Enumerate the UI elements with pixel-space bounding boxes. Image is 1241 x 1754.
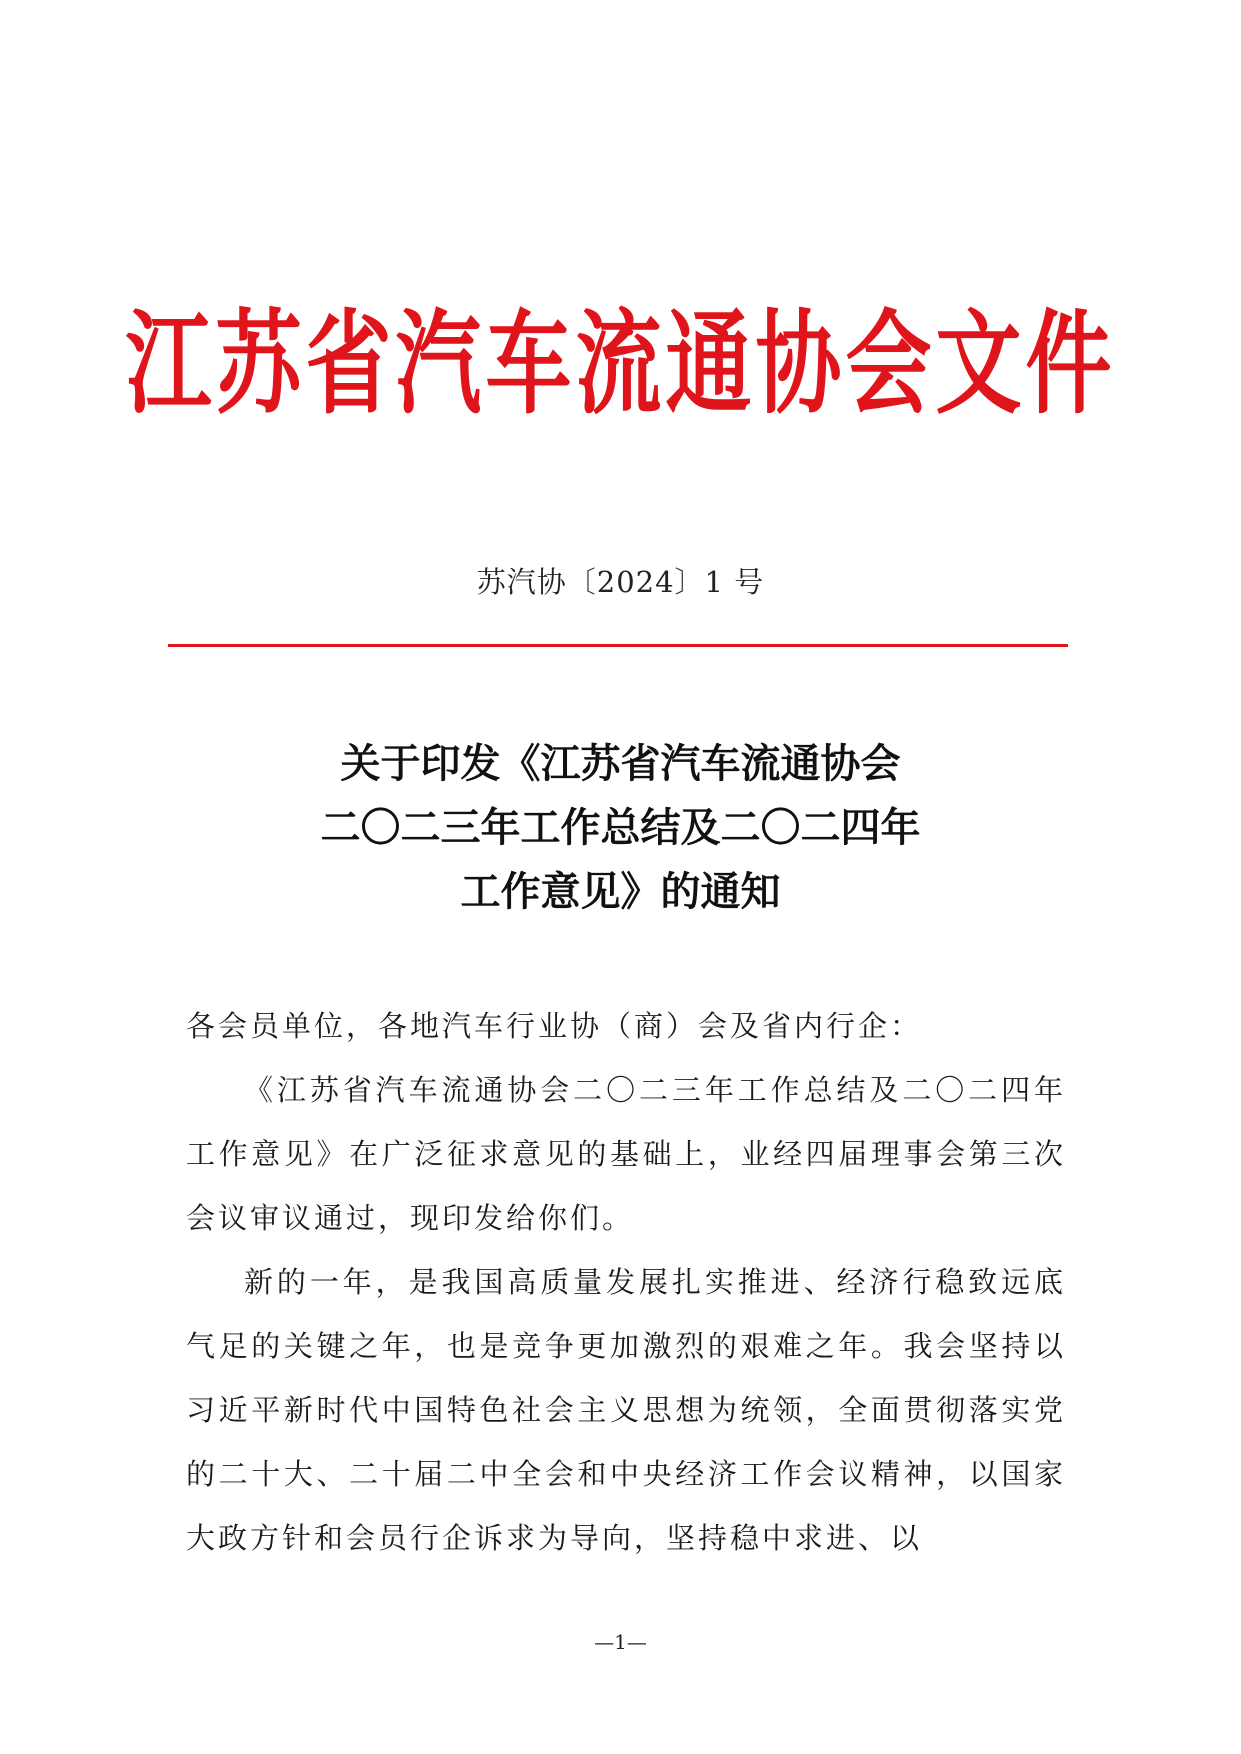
title-line: 关于印发《江苏省汽车流通协会 <box>340 741 901 787</box>
body-paragraph: 《江苏省汽车流通协会二〇二三年工作总结及二〇二四年工作意见》在广泛征求意见的基础上，业经四届理事会第三次会议审议通过，现印发给你们。 <box>186 1073 1066 1235</box>
red-divider-line <box>168 644 1068 647</box>
title-line: 工作意见》的通知 <box>460 869 781 915</box>
body-paragraph: 新的一年，是我国高质量发展扎实推进、经济行稳致远底气足的关键之年，也是竞争更加激烈的艰难之年。我会坚持以习近平新时代中国特色社会主义思想为统领，全面贯彻落实党的二十大、二十届二中全会和中央经济工作会议精神，以国家大政方针和会员行企诉求为导向，坚持稳中求进、以 <box>186 1265 1066 1555</box>
title-line: 二〇二三年工作总结及二〇二四年 <box>320 805 921 851</box>
document-number: 苏汽协〔2024〕1 号 <box>476 565 765 599</box>
document-body <box>186 994 1066 1570</box>
page-number: —1— <box>594 1630 647 1654</box>
salutation: 各会员单位，各地汽车行业协（商）会及省内行企： <box>186 1009 923 1043</box>
document-masthead: 江苏省汽车流通协会文件 <box>125 300 1116 430</box>
document-title <box>0 732 1241 924</box>
